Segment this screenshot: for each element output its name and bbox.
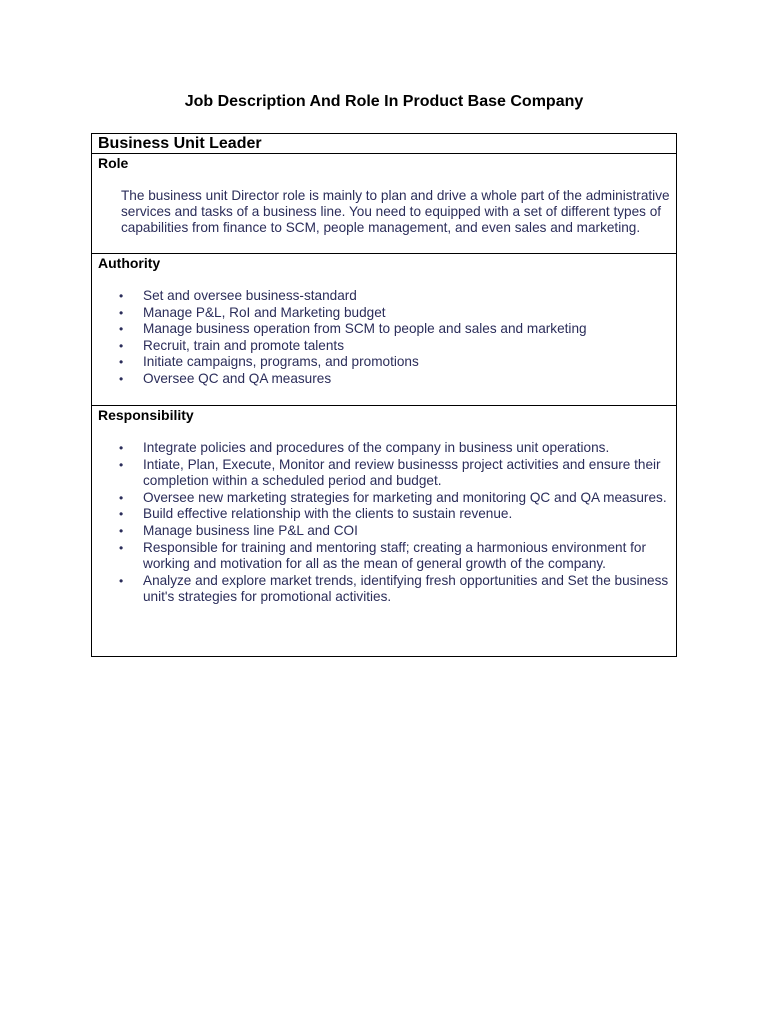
- list-item-text: Build effective relationship with the clients to sustain revenue.: [143, 506, 513, 522]
- list-item: [92, 457, 677, 490]
- list-item-text: Manage business line P&L and COI: [143, 522, 358, 538]
- authority-list: [92, 288, 677, 388]
- role-description: The business unit Director role is mainly to plan and drive a whole part of the administrative services and tasks of a business line. You need to equipped with a set of different types of capabilities from finance to SCM, people management, and even sales and marketing.: [121, 188, 670, 235]
- bullet-icon: •: [119, 355, 124, 370]
- list-item-text: Oversee new marketing strategies for marketing and monitoring QC and QA measures.: [143, 489, 667, 505]
- list-item-text: Oversee QC and QA measures: [143, 370, 332, 386]
- responsibility-list: [92, 440, 677, 606]
- bullet-icon: •: [119, 523, 124, 538]
- bullet-icon: •: [119, 540, 124, 555]
- role-section: [92, 154, 676, 254]
- bullet-icon: •: [119, 305, 124, 320]
- list-item: [92, 573, 677, 606]
- responsibility-heading: Responsibility: [98, 407, 194, 423]
- bullet-icon: •: [119, 490, 124, 505]
- bullet-icon: •: [119, 289, 124, 303]
- bullet-icon: •: [119, 457, 124, 472]
- list-item-text: Responsible for training and mentoring staff; creating a harmonious environment for working and motivation for all as the mean of general growth of the company.: [143, 539, 646, 572]
- bullet-icon: •: [119, 573, 124, 588]
- business-unit-title: Business Unit Leader: [98, 135, 262, 152]
- bullet-icon: •: [119, 338, 124, 353]
- list-item: [92, 371, 677, 388]
- table-header-row: [92, 134, 676, 154]
- list-item: [92, 540, 677, 573]
- list-item: [92, 288, 677, 305]
- list-item-text: Analyze and explore market trends, identifying fresh opportunities and Set the business unit's strategies for promotional activities.: [143, 572, 669, 605]
- role-heading: Role: [98, 155, 129, 171]
- bullet-icon: •: [119, 371, 124, 386]
- list-item-text: Integrate policies and procedures of the company in business unit operations.: [143, 440, 610, 455]
- list-item: [92, 506, 677, 523]
- authority-section: [92, 254, 676, 406]
- authority-heading: Authority: [98, 255, 161, 271]
- responsibility-section: [92, 406, 676, 658]
- list-item-text: Intiate, Plan, Execute, Monitor and review businesss project activities and ensure their completion within a scheduled period and budget.: [143, 456, 661, 489]
- list-item: [92, 338, 677, 355]
- list-item: [92, 523, 677, 540]
- list-item-text: Initiate campaigns, programs, and promotions: [143, 354, 419, 370]
- document-title: Job Description And Role In Product Base Company: [184, 93, 584, 110]
- bullet-icon: •: [119, 322, 124, 337]
- list-item-text: Set and oversee business-standard: [143, 288, 357, 303]
- list-item: [92, 321, 677, 338]
- list-item: [92, 305, 677, 322]
- list-item-text: Recruit, train and promote talents: [143, 337, 344, 353]
- list-item: [92, 490, 677, 507]
- bullet-icon: •: [119, 507, 124, 522]
- list-item: [92, 440, 677, 457]
- job-description-table: [91, 133, 677, 657]
- bullet-icon: •: [119, 441, 124, 455]
- list-item: [92, 354, 677, 371]
- list-item-text: Manage P&L, RoI and Marketing budget: [143, 304, 386, 320]
- list-item-text: Manage business operation from SCM to people and sales and marketing: [143, 321, 587, 337]
